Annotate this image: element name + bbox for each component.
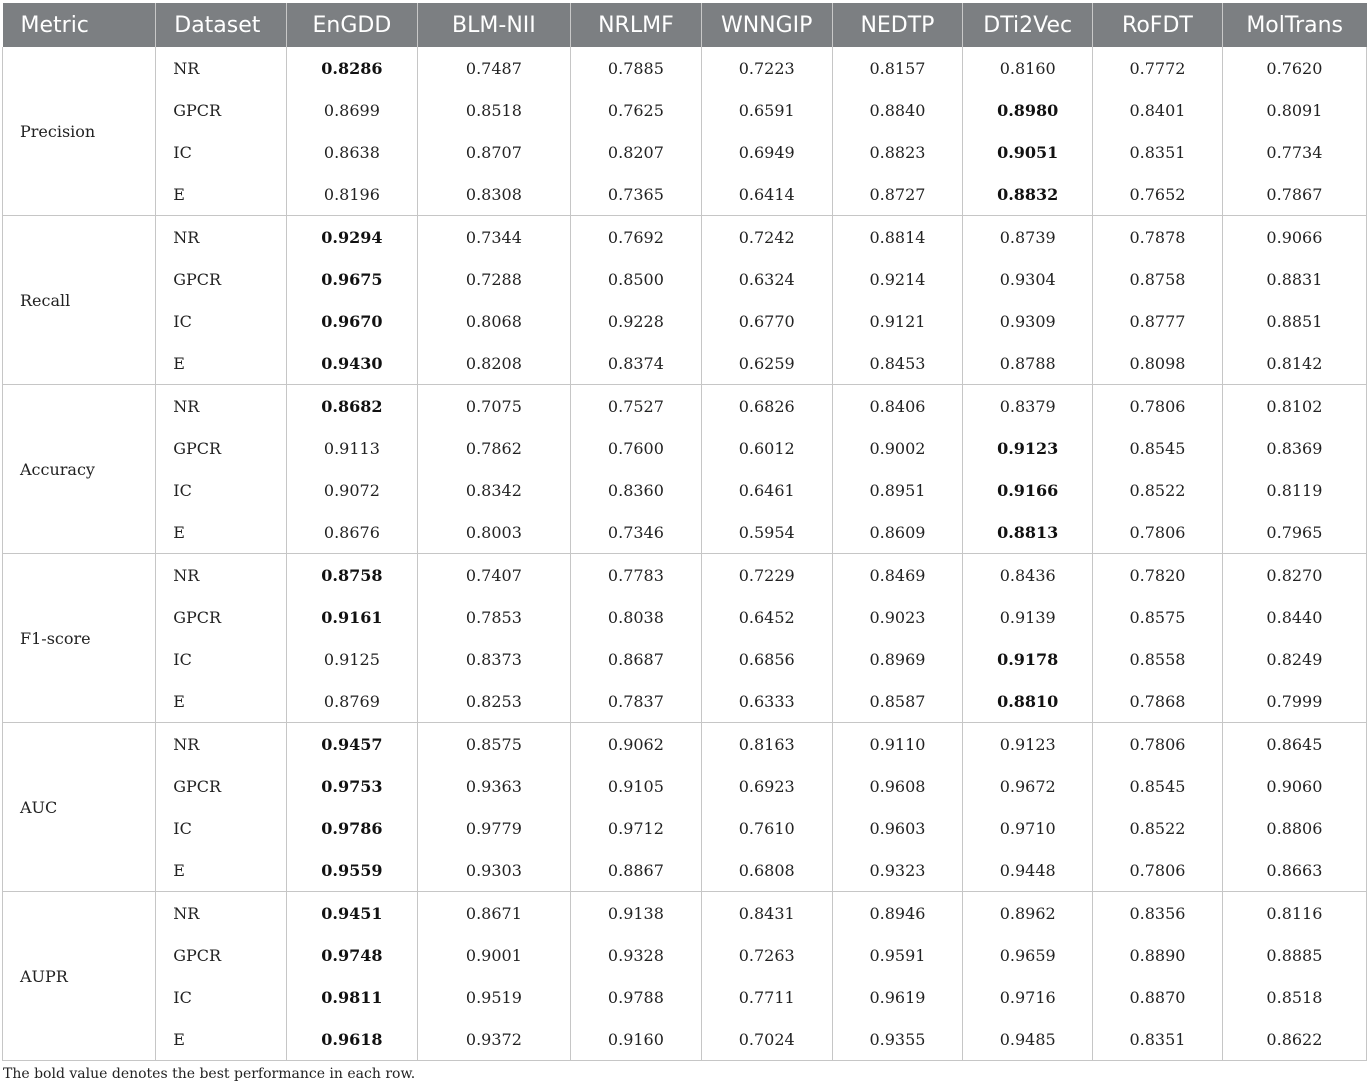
value-cell: 0.8851 <box>1222 300 1366 342</box>
dataset-cell: IC <box>156 131 287 173</box>
value-cell: 0.8091 <box>1222 89 1366 131</box>
value-cell: 0.8870 <box>1093 976 1223 1018</box>
dataset-cell: IC <box>156 300 287 342</box>
column-header-moltrans: MolTrans <box>1222 3 1366 47</box>
value-cell: 0.8119 <box>1222 469 1366 511</box>
value-cell: 0.8431 <box>701 892 832 935</box>
best-value-cell: 0.9748 <box>287 934 418 976</box>
value-cell: 0.8518 <box>417 89 570 131</box>
value-cell: 0.7075 <box>417 385 570 428</box>
table-row <box>3 765 1367 807</box>
best-value-cell: 0.8286 <box>287 47 418 89</box>
value-cell: 0.8098 <box>1093 342 1223 385</box>
table-row <box>3 934 1367 976</box>
dataset-cell: E <box>156 849 287 892</box>
value-cell: 0.8038 <box>571 596 702 638</box>
best-value-cell: 0.9675 <box>287 258 418 300</box>
best-value-cell: 0.9618 <box>287 1018 418 1061</box>
value-cell: 0.7806 <box>1093 511 1223 554</box>
value-cell: 0.6949 <box>701 131 832 173</box>
value-cell: 0.8840 <box>832 89 963 131</box>
dataset-cell: GPCR <box>156 89 287 131</box>
table-row <box>3 300 1367 342</box>
value-cell: 0.7806 <box>1093 849 1223 892</box>
table-row <box>3 892 1367 935</box>
value-cell: 0.6259 <box>701 342 832 385</box>
value-cell: 0.8758 <box>1093 258 1223 300</box>
value-cell: 0.7878 <box>1093 216 1223 259</box>
table-row <box>3 47 1367 89</box>
best-value-cell: 0.8832 <box>963 173 1093 216</box>
table-row <box>3 469 1367 511</box>
results-table <box>2 3 1367 1061</box>
value-cell: 0.8951 <box>832 469 963 511</box>
value-cell: 0.8788 <box>963 342 1093 385</box>
value-cell: 0.7407 <box>417 554 570 597</box>
value-cell: 0.9619 <box>832 976 963 1018</box>
table-row <box>3 976 1367 1018</box>
value-cell: 0.9072 <box>287 469 418 511</box>
value-cell: 0.9110 <box>832 723 963 766</box>
value-cell: 0.8663 <box>1222 849 1366 892</box>
table-row <box>3 427 1367 469</box>
value-cell: 0.7862 <box>417 427 570 469</box>
value-cell: 0.8609 <box>832 511 963 554</box>
best-value-cell: 0.8980 <box>963 89 1093 131</box>
value-cell: 0.9363 <box>417 765 570 807</box>
value-cell: 0.8208 <box>417 342 570 385</box>
value-cell: 0.8207 <box>571 131 702 173</box>
best-value-cell: 0.9178 <box>963 638 1093 680</box>
best-value-cell: 0.9457 <box>287 723 418 766</box>
value-cell: 0.8157 <box>832 47 963 89</box>
value-cell: 0.7620 <box>1222 47 1366 89</box>
value-cell: 0.7867 <box>1222 173 1366 216</box>
value-cell: 0.8406 <box>832 385 963 428</box>
value-cell: 0.8373 <box>417 638 570 680</box>
value-cell: 0.8374 <box>571 342 702 385</box>
value-cell: 0.6333 <box>701 680 832 723</box>
value-cell: 0.6012 <box>701 427 832 469</box>
value-cell: 0.7527 <box>571 385 702 428</box>
table-row <box>3 385 1367 428</box>
dataset-cell: E <box>156 511 287 554</box>
value-cell: 0.7806 <box>1093 385 1223 428</box>
value-cell: 0.7999 <box>1222 680 1366 723</box>
header-row <box>3 3 1367 47</box>
dataset-cell: NR <box>156 892 287 935</box>
value-cell: 0.8769 <box>287 680 418 723</box>
value-cell: 0.7024 <box>701 1018 832 1061</box>
value-cell: 0.8522 <box>1093 469 1223 511</box>
value-cell: 0.8196 <box>287 173 418 216</box>
value-cell: 0.9448 <box>963 849 1093 892</box>
value-cell: 0.6856 <box>701 638 832 680</box>
column-header-engdd: EnGDD <box>287 3 418 47</box>
column-header-dti2vec: DTi2Vec <box>963 3 1093 47</box>
value-cell: 0.8436 <box>963 554 1093 597</box>
metric-group-recall <box>3 216 1367 385</box>
dataset-cell: E <box>156 680 287 723</box>
value-cell: 0.9309 <box>963 300 1093 342</box>
value-cell: 0.7806 <box>1093 723 1223 766</box>
value-cell: 0.8777 <box>1093 300 1223 342</box>
value-cell: 0.9779 <box>417 807 570 849</box>
dataset-cell: GPCR <box>156 427 287 469</box>
value-cell: 0.8687 <box>571 638 702 680</box>
value-cell: 0.6826 <box>701 385 832 428</box>
value-cell: 0.8739 <box>963 216 1093 259</box>
value-cell: 0.6414 <box>701 173 832 216</box>
value-cell: 0.8440 <box>1222 596 1366 638</box>
best-value-cell: 0.9294 <box>287 216 418 259</box>
dataset-cell: NR <box>156 554 287 597</box>
best-value-cell: 0.8810 <box>963 680 1093 723</box>
value-cell: 0.9788 <box>571 976 702 1018</box>
value-cell: 0.9323 <box>832 849 963 892</box>
column-header-blm-nii: BLM-NII <box>417 3 570 47</box>
value-cell: 0.7837 <box>571 680 702 723</box>
value-cell: 0.7229 <box>701 554 832 597</box>
value-cell: 0.8671 <box>417 892 570 935</box>
column-header-nrlmf: NRLMF <box>571 3 702 47</box>
best-value-cell: 0.9559 <box>287 849 418 892</box>
value-cell: 0.8116 <box>1222 892 1366 935</box>
value-cell: 0.8699 <box>287 89 418 131</box>
value-cell: 0.7772 <box>1093 47 1223 89</box>
value-cell: 0.9712 <box>571 807 702 849</box>
value-cell: 0.8102 <box>1222 385 1366 428</box>
best-value-cell: 0.9166 <box>963 469 1093 511</box>
value-cell: 0.7853 <box>417 596 570 638</box>
metric-cell: AUPR <box>3 892 156 1061</box>
best-value-cell: 0.9670 <box>287 300 418 342</box>
value-cell: 0.9603 <box>832 807 963 849</box>
metric-group-auc <box>3 723 1367 892</box>
table-row <box>3 258 1367 300</box>
value-cell: 0.9060 <box>1222 765 1366 807</box>
table-row <box>3 89 1367 131</box>
dataset-cell: NR <box>156 47 287 89</box>
value-cell: 0.9138 <box>571 892 702 935</box>
metric-group-f1-score <box>3 554 1367 723</box>
value-cell: 0.6452 <box>701 596 832 638</box>
value-cell: 0.8308 <box>417 173 570 216</box>
value-cell: 0.8401 <box>1093 89 1223 131</box>
value-cell: 0.6324 <box>701 258 832 300</box>
value-cell: 0.7652 <box>1093 173 1223 216</box>
dataset-cell: IC <box>156 469 287 511</box>
value-cell: 0.9672 <box>963 765 1093 807</box>
value-cell: 0.8356 <box>1093 892 1223 935</box>
value-cell: 0.7600 <box>571 427 702 469</box>
table-row <box>3 680 1367 723</box>
column-header-metric: Metric <box>3 3 156 47</box>
value-cell: 0.8003 <box>417 511 570 554</box>
dataset-cell: IC <box>156 638 287 680</box>
value-cell: 0.8885 <box>1222 934 1366 976</box>
value-cell: 0.9710 <box>963 807 1093 849</box>
best-value-cell: 0.8682 <box>287 385 418 428</box>
value-cell: 0.8351 <box>1093 131 1223 173</box>
value-cell: 0.8142 <box>1222 342 1366 385</box>
value-cell: 0.9716 <box>963 976 1093 1018</box>
value-cell: 0.7346 <box>571 511 702 554</box>
column-header-wnngip: WNNGIP <box>701 3 832 47</box>
value-cell: 0.7610 <box>701 807 832 849</box>
value-cell: 0.9519 <box>417 976 570 1018</box>
value-cell: 0.8969 <box>832 638 963 680</box>
value-cell: 0.9113 <box>287 427 418 469</box>
value-cell: 0.7263 <box>701 934 832 976</box>
value-cell: 0.7223 <box>701 47 832 89</box>
value-cell: 0.7711 <box>701 976 832 1018</box>
value-cell: 0.8253 <box>417 680 570 723</box>
value-cell: 0.8831 <box>1222 258 1366 300</box>
value-cell: 0.8379 <box>963 385 1093 428</box>
value-cell: 0.8575 <box>1093 596 1223 638</box>
value-cell: 0.7242 <box>701 216 832 259</box>
value-cell: 0.9328 <box>571 934 702 976</box>
value-cell: 0.7734 <box>1222 131 1366 173</box>
table-row <box>3 511 1367 554</box>
value-cell: 0.8867 <box>571 849 702 892</box>
metric-group-accuracy <box>3 385 1367 554</box>
table-row <box>3 596 1367 638</box>
value-cell: 0.8342 <box>417 469 570 511</box>
table-row <box>3 342 1367 385</box>
dataset-cell: IC <box>156 807 287 849</box>
value-cell: 0.8518 <box>1222 976 1366 1018</box>
value-cell: 0.8806 <box>1222 807 1366 849</box>
value-cell: 0.5954 <box>701 511 832 554</box>
table-row <box>3 554 1367 597</box>
best-value-cell: 0.9430 <box>287 342 418 385</box>
table-row <box>3 131 1367 173</box>
dataset-cell: NR <box>156 723 287 766</box>
value-cell: 0.7885 <box>571 47 702 89</box>
value-cell: 0.7487 <box>417 47 570 89</box>
value-cell: 0.9001 <box>417 934 570 976</box>
value-cell: 0.9355 <box>832 1018 963 1061</box>
value-cell: 0.8453 <box>832 342 963 385</box>
value-cell: 0.7692 <box>571 216 702 259</box>
best-value-cell: 0.9161 <box>287 596 418 638</box>
value-cell: 0.9228 <box>571 300 702 342</box>
table-row <box>3 849 1367 892</box>
value-cell: 0.7868 <box>1093 680 1223 723</box>
column-header-dataset: Dataset <box>156 3 287 47</box>
value-cell: 0.8369 <box>1222 427 1366 469</box>
best-value-cell: 0.9811 <box>287 976 418 1018</box>
value-cell: 0.9121 <box>832 300 963 342</box>
table-row <box>3 807 1367 849</box>
best-value-cell: 0.9051 <box>963 131 1093 173</box>
best-value-cell: 0.8813 <box>963 511 1093 554</box>
value-cell: 0.9062 <box>571 723 702 766</box>
value-cell: 0.9160 <box>571 1018 702 1061</box>
metric-group-aupr <box>3 892 1367 1061</box>
value-cell: 0.8823 <box>832 131 963 173</box>
value-cell: 0.9023 <box>832 596 963 638</box>
value-cell: 0.8270 <box>1222 554 1366 597</box>
value-cell: 0.8622 <box>1222 1018 1366 1061</box>
value-cell: 0.8558 <box>1093 638 1223 680</box>
value-cell: 0.9066 <box>1222 216 1366 259</box>
best-value-cell: 0.9123 <box>963 427 1093 469</box>
dataset-cell: GPCR <box>156 934 287 976</box>
value-cell: 0.8522 <box>1093 807 1223 849</box>
column-header-nedtp: NEDTP <box>832 3 963 47</box>
value-cell: 0.8727 <box>832 173 963 216</box>
value-cell: 0.8707 <box>417 131 570 173</box>
metric-cell: F1-score <box>3 554 156 723</box>
dataset-cell: NR <box>156 385 287 428</box>
value-cell: 0.8500 <box>571 258 702 300</box>
value-cell: 0.9304 <box>963 258 1093 300</box>
dataset-cell: GPCR <box>156 765 287 807</box>
column-header-rofdt: RoFDT <box>1093 3 1223 47</box>
value-cell: 0.6770 <box>701 300 832 342</box>
value-cell: 0.7288 <box>417 258 570 300</box>
value-cell: 0.8160 <box>963 47 1093 89</box>
value-cell: 0.9591 <box>832 934 963 976</box>
value-cell: 0.9659 <box>963 934 1093 976</box>
value-cell: 0.7783 <box>571 554 702 597</box>
metric-cell: AUC <box>3 723 156 892</box>
value-cell: 0.8645 <box>1222 723 1366 766</box>
value-cell: 0.9002 <box>832 427 963 469</box>
dataset-cell: E <box>156 1018 287 1061</box>
value-cell: 0.8360 <box>571 469 702 511</box>
value-cell: 0.8575 <box>417 723 570 766</box>
best-value-cell: 0.9451 <box>287 892 418 935</box>
value-cell: 0.8946 <box>832 892 963 935</box>
best-value-cell: 0.9786 <box>287 807 418 849</box>
value-cell: 0.9139 <box>963 596 1093 638</box>
metric-cell: Recall <box>3 216 156 385</box>
table-row <box>3 216 1367 259</box>
value-cell: 0.8469 <box>832 554 963 597</box>
dataset-cell: NR <box>156 216 287 259</box>
value-cell: 0.9214 <box>832 258 963 300</box>
value-cell: 0.9123 <box>963 723 1093 766</box>
value-cell: 0.9608 <box>832 765 963 807</box>
value-cell: 0.7965 <box>1222 511 1366 554</box>
value-cell: 0.9125 <box>287 638 418 680</box>
value-cell: 0.9105 <box>571 765 702 807</box>
dataset-cell: GPCR <box>156 596 287 638</box>
value-cell: 0.7820 <box>1093 554 1223 597</box>
value-cell: 0.8068 <box>417 300 570 342</box>
value-cell: 0.8814 <box>832 216 963 259</box>
best-value-cell: 0.9753 <box>287 765 418 807</box>
value-cell: 0.6808 <box>701 849 832 892</box>
dataset-cell: E <box>156 342 287 385</box>
value-cell: 0.8676 <box>287 511 418 554</box>
value-cell: 0.9372 <box>417 1018 570 1061</box>
value-cell: 0.7344 <box>417 216 570 259</box>
dataset-cell: GPCR <box>156 258 287 300</box>
value-cell: 0.8638 <box>287 131 418 173</box>
value-cell: 0.7365 <box>571 173 702 216</box>
table-row <box>3 638 1367 680</box>
value-cell: 0.7625 <box>571 89 702 131</box>
value-cell: 0.8249 <box>1222 638 1366 680</box>
value-cell: 0.6591 <box>701 89 832 131</box>
value-cell: 0.6923 <box>701 765 832 807</box>
best-value-cell: 0.8758 <box>287 554 418 597</box>
metric-cell: Accuracy <box>3 385 156 554</box>
table-row <box>3 723 1367 766</box>
value-cell: 0.9485 <box>963 1018 1093 1061</box>
value-cell: 0.8351 <box>1093 1018 1223 1061</box>
value-cell: 0.9303 <box>417 849 570 892</box>
table-header <box>3 3 1367 47</box>
table-row <box>3 1018 1367 1061</box>
value-cell: 0.8545 <box>1093 765 1223 807</box>
dataset-cell: IC <box>156 976 287 1018</box>
dataset-cell: E <box>156 173 287 216</box>
value-cell: 0.6461 <box>701 469 832 511</box>
value-cell: 0.8587 <box>832 680 963 723</box>
value-cell: 0.8545 <box>1093 427 1223 469</box>
table-footnote: The bold value denotes the best performance in each row. <box>3 1066 416 1082</box>
metric-group-precision <box>3 47 1367 216</box>
value-cell: 0.8163 <box>701 723 832 766</box>
value-cell: 0.8890 <box>1093 934 1223 976</box>
table-row <box>3 173 1367 216</box>
value-cell: 0.8962 <box>963 892 1093 935</box>
metric-cell: Precision <box>3 47 156 216</box>
